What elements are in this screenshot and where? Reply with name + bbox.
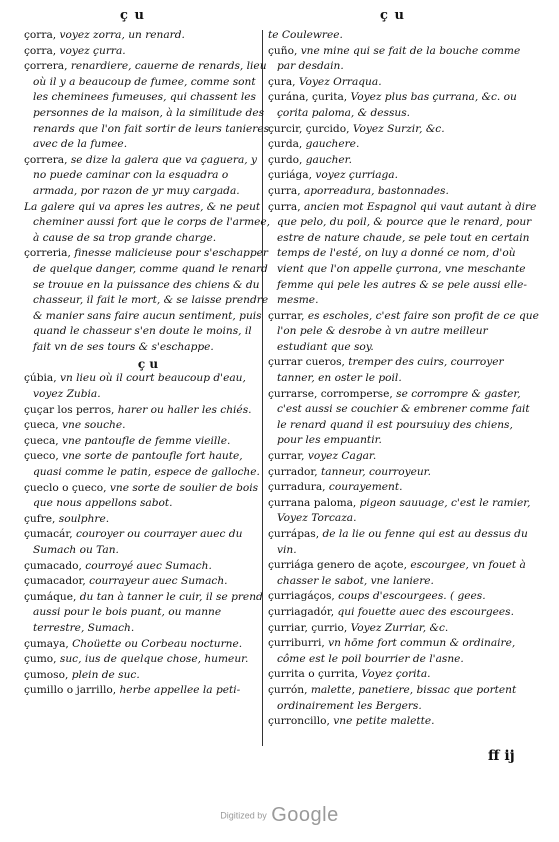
entry-definition: courayement.	[325, 481, 403, 494]
entry-definition: vn lieu où il court beaucoup d'eau, voyez Zubia.	[33, 372, 246, 401]
dictionary-entry	[268, 153, 540, 169]
entry-headword: çurrana paloma,	[268, 496, 357, 509]
entry-definition: vne petite malette.	[329, 715, 435, 728]
google-logo: Google	[271, 804, 339, 826]
dictionary-entry	[268, 137, 540, 153]
entry-headword: çurriagáços,	[268, 590, 335, 603]
right-column	[268, 28, 540, 752]
entry-definition: voyez çurriaga.	[312, 169, 398, 182]
dictionary-entry	[268, 714, 540, 730]
entry-headword: çumo,	[24, 653, 57, 666]
dictionary-entry	[268, 168, 540, 184]
entry-headword: çuçar los perros,	[24, 403, 115, 416]
entry-headword: çurána, çurita,	[268, 91, 348, 104]
entry-headword: çurrar,	[268, 309, 305, 322]
entry-definition: qui fouette auec des escourgees.	[334, 605, 514, 618]
dictionary-entry	[268, 683, 540, 714]
entry-definition: renardiere, cauerne de renards, lieu où il y a beaucoup de fumee, comme sont les cheminees fumeuses, qui chassent les personnes de la maison, à la similitude des renards que l'on fait sortir de leurs tanieres avec de la fumee.	[33, 60, 270, 151]
entry-headword: çueco,	[24, 450, 59, 463]
entry-definition: plein de suc.	[68, 668, 140, 681]
entry-definition: tanneur, courroyeur.	[317, 465, 431, 478]
dictionary-entry	[24, 590, 272, 637]
entry-headword: çorra,	[24, 44, 57, 57]
entry-headword: çurrador,	[268, 465, 318, 478]
section-heading: ç u	[137, 357, 159, 372]
entry-definition: vne sorte de soulier de bois que nous appellons sabot.	[33, 481, 259, 510]
dictionary-entry	[268, 589, 540, 605]
entry-headword: çumacár,	[24, 528, 73, 541]
dictionary-entry	[24, 371, 272, 402]
dictionary-entry	[24, 28, 272, 44]
dictionary-entry	[24, 637, 272, 653]
entry-headword: çorreria,	[24, 247, 71, 260]
entry-headword: çufre,	[24, 512, 56, 525]
entry-definition: se corrompre & gaster, c'est aussi se couchier & embrener comme fait le renard quand il est poursuiuy des chiens, pour les empuantir.	[277, 387, 530, 447]
entry-definition: vne pantoufle de femme vieille.	[58, 434, 231, 447]
entry-definition: te Coulewree.	[268, 29, 343, 41]
dictionary-entry	[268, 480, 540, 496]
entry-definition: herbe appellee la peti-	[116, 684, 241, 697]
entry-headword: çurda,	[268, 138, 303, 151]
entry-definition: finesse malicieuse pour s'eschapper de quelque danger, comme quand le renard se trouue en la puissance des chiens & du chasseur, il fait le mort, & se laisse prendre & manier sans faire aucun sentiment, puis quand le chasseur s'en doute le moins, il fait vn de ses tours & s'eschappe.	[33, 247, 269, 353]
entry-headword: çumaya,	[24, 637, 69, 650]
entry-headword: çurrón,	[268, 683, 308, 696]
entry-definition: vne sorte de pantoufle fort haute, quasi comme le patin, espece de galloche.	[33, 450, 260, 479]
entry-headword: çurrarse, corromperse,	[268, 387, 393, 400]
dictionary-entry	[268, 309, 540, 356]
google-watermark	[0, 804, 559, 827]
entry-headword: çurriagadór,	[268, 605, 335, 618]
entry-definition: du tan à tanner le cuir, il se prend aussi pour le bois puant, ou manne terrestre, Sumach.	[33, 590, 263, 634]
dictionary-entry	[268, 355, 540, 386]
entry-definition: courrayeur auec Sumach.	[85, 575, 228, 588]
dictionary-entry	[268, 527, 540, 558]
dictionary-entry	[268, 184, 540, 200]
dictionary-entry	[24, 481, 272, 512]
entry-definition: voyez zorra, un renard.	[56, 29, 185, 41]
dictionary-entry	[24, 200, 272, 247]
dictionary-entry	[24, 418, 272, 434]
left-column	[24, 28, 272, 752]
dictionary-entry	[24, 683, 272, 699]
entry-headword: çurra,	[268, 184, 301, 197]
entry-definition: aporreadura, bastonnades.	[300, 184, 449, 197]
left-entries-top	[24, 28, 272, 355]
dictionary-entry	[268, 496, 540, 527]
entry-definition: Choüette ou Corbeau nocturne.	[68, 637, 243, 650]
dictionary-entry	[24, 403, 272, 419]
dictionary-entry	[24, 44, 272, 60]
entry-headword: çurroncillo,	[268, 715, 330, 728]
left-entries-bottom	[24, 371, 272, 698]
entry-headword: çurriburri,	[268, 637, 325, 650]
entry-headword: çuño,	[268, 44, 298, 57]
entry-headword: çurra,	[268, 200, 301, 213]
entry-headword: çumacado,	[24, 559, 82, 572]
entry-definition: couroyer ou courrayer auec du Sumach ou Tan.	[33, 528, 243, 556]
dictionary-entry	[24, 559, 272, 575]
entry-definition: malette, panetiere, bissac que portent ordinairement les Bergers.	[277, 683, 517, 712]
entry-headword: çuriága,	[268, 169, 312, 182]
entry-headword: çura,	[268, 75, 296, 88]
right-entries	[268, 28, 540, 730]
entry-definition: de la lie ou fenne qui est au dessus du vin.	[277, 528, 528, 556]
dictionary-entry	[268, 449, 540, 465]
entry-definition: vne mine qui se fait de la bouche comme par desdain.	[277, 44, 521, 73]
entry-definition: tremper des cuirs, courroyer tanner, en oster le poil.	[277, 356, 504, 385]
entry-headword: çurriága genero de açote,	[268, 559, 407, 572]
entry-headword: çueca,	[24, 419, 59, 432]
entry-definition: courroyé auec Sumach.	[81, 559, 212, 572]
entry-headword: çurcir, çurcido,	[268, 122, 350, 135]
entry-definition: voyez Cagar.	[304, 450, 377, 463]
entry-definition: ancien mot Espagnol qui vaut autant à dire que pelo, du poil, & pource que le renard, pour estre de nature chaude, se pele tout en certain temps de l'esté, on luy a donné ce nom, d'où vient que l'on appelle çurrona, vne meschante femme qui pele les autres & se pele aussi elle-mesme.	[277, 200, 537, 307]
left-running-head: ç u	[120, 8, 145, 23]
entry-definition: suc, ius de quelque chose, humeur.	[56, 653, 249, 666]
entry-definition: Voyez Surzir, &c.	[349, 122, 445, 135]
right-running-head: ç u	[380, 8, 405, 23]
dictionary-entry	[268, 667, 540, 683]
entry-headword: çurrita o çurrita,	[268, 668, 359, 681]
dictionary-entry	[268, 28, 540, 44]
watermark-prefix: Digitized by	[220, 810, 267, 821]
dictionary-entry	[24, 59, 272, 153]
dictionary-entry	[268, 387, 540, 449]
entry-headword: çumáque,	[24, 590, 77, 603]
entry-headword: çorrera,	[24, 153, 68, 166]
entry-definition: Voyez Orraqua.	[295, 75, 382, 88]
entry-headword: çueca,	[24, 434, 59, 447]
dictionary-entry	[268, 605, 540, 621]
entry-definition: escourgee, vn fouet à chasser le sabot, vne laniere.	[277, 559, 526, 587]
entry-definition: gauchere.	[302, 138, 360, 151]
entry-definition: es escholes, c'est faire son profit de ce que l'on pele & desrobe à vn autre meilleur estudiant que soy.	[277, 309, 539, 353]
dictionary-entry	[268, 44, 540, 75]
signature-mark: ff ij	[488, 748, 515, 764]
entry-definition: se dize la galera que va çaguera, y no puede caminar con la esquadra o armada, por razon de yr muy cargada.	[33, 153, 258, 197]
dictionary-entry	[24, 668, 272, 684]
dictionary-entry	[268, 621, 540, 637]
dictionary-entry	[24, 246, 272, 355]
dictionary-entry	[268, 200, 540, 309]
entry-definition: vn hōme fort commun & ordinaire, côme est le poil bourrier de l'asne.	[277, 637, 516, 665]
entry-headword: çurriar, çurrio,	[268, 621, 348, 634]
entry-definition: gaucher.	[302, 153, 352, 166]
dictionary-entry	[268, 75, 540, 91]
entry-definition: voyez çurra.	[56, 44, 126, 57]
entry-headword: çurrar,	[268, 450, 305, 463]
entry-headword: çumoso,	[24, 668, 69, 681]
dictionary-entry	[24, 449, 272, 480]
entry-headword: çorra,	[24, 29, 57, 41]
entry-definition: La galere qui va apres les autres, & ne peut cheminer aussi fort que le corps de l'armee, à cause de sa trop grande charge.	[24, 200, 271, 244]
dictionary-entry	[24, 652, 272, 668]
entry-headword: çurradura,	[268, 481, 326, 494]
dictionary-entry	[268, 558, 540, 589]
dictionary-entry	[24, 527, 272, 558]
entry-headword: çurrápas,	[268, 528, 320, 540]
dictionary-entry	[24, 574, 272, 590]
entry-definition: coups d'escourgees. ( gees.	[334, 590, 486, 603]
entry-definition: Voyez çorita.	[358, 668, 431, 681]
dictionary-entry	[268, 465, 540, 481]
dictionary-entry	[268, 636, 540, 667]
entry-headword: çumacador,	[24, 575, 86, 588]
entry-definition: pigeon sauuage, c'est le ramier, Voyez Torcaza.	[277, 496, 531, 525]
entry-headword: çueclo o çueco,	[24, 481, 107, 494]
entry-definition: Voyez plus bas çurrana, &c. ou çorita paloma, & dessus.	[277, 91, 517, 119]
entry-headword: çurrar cueros,	[268, 356, 345, 369]
entry-definition: soulphre.	[55, 512, 110, 525]
dictionary-entry	[268, 122, 540, 138]
entry-headword: çurdo,	[268, 153, 303, 166]
dictionary-entry	[24, 512, 272, 528]
dictionary-entry	[268, 90, 540, 121]
entry-headword: çúbia,	[24, 372, 57, 385]
entry-headword: çumillo o jarrillo,	[24, 684, 117, 697]
dictionary-entry	[24, 153, 272, 200]
entry-definition: vne souche.	[58, 419, 126, 432]
dictionary-entry	[24, 434, 272, 450]
entry-definition: Voyez Zurriar, &c.	[347, 621, 449, 634]
entry-headword: çorrera,	[24, 60, 68, 73]
entry-definition: harer ou haller les chiés.	[114, 403, 252, 416]
